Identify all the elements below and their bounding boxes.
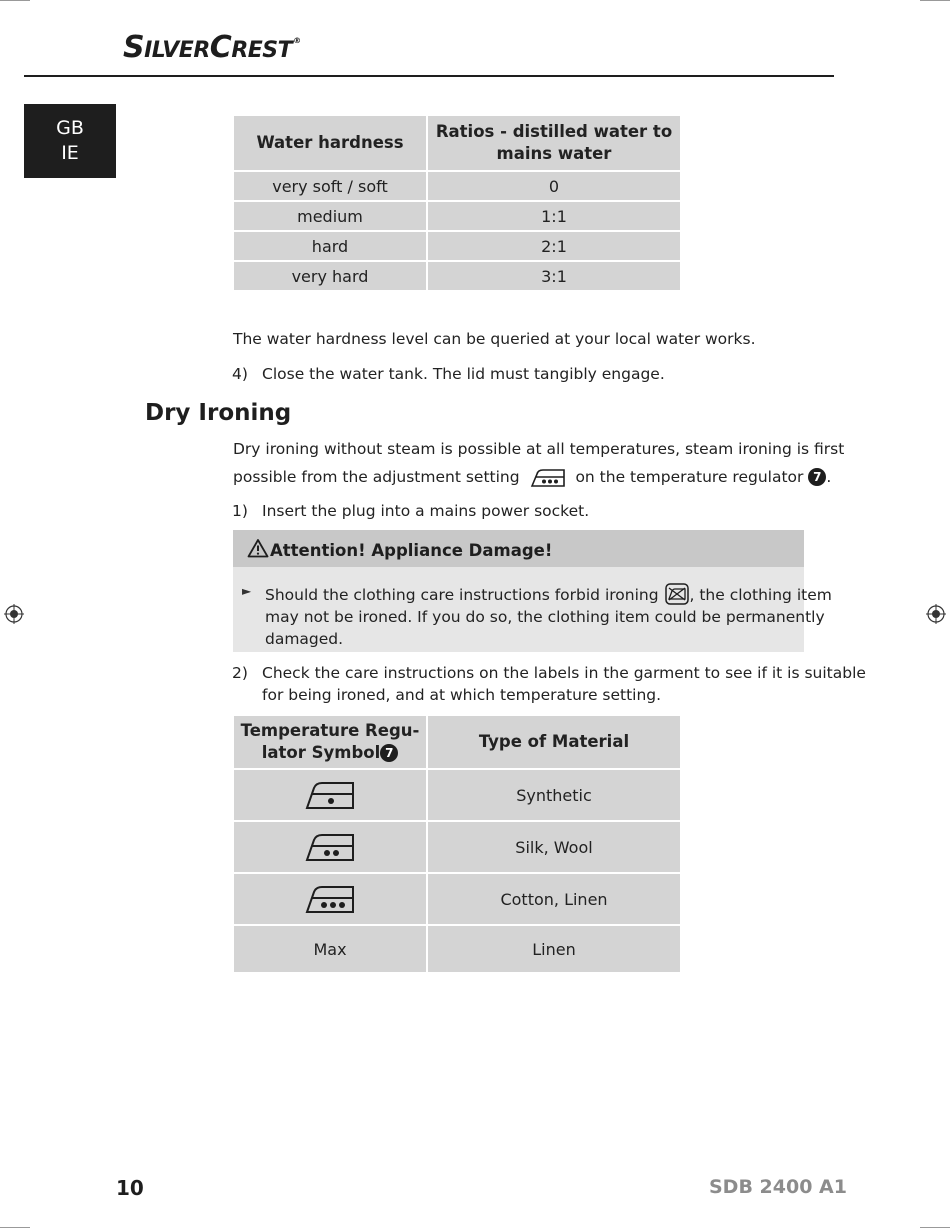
table-header: Ratios - distilled water to mains water [427,115,681,171]
step-item: 4) Close the water tank. The lid must tangibly engage. [232,365,665,383]
table-cell: Synthetic [427,769,681,821]
iron-three-dots-icon [529,466,567,488]
temperature-table [232,714,682,974]
crop-mark [920,1227,950,1228]
water-hardness-table [232,114,682,292]
brand-logo: SILVERCREST® [123,30,301,65]
crop-mark [0,1227,30,1228]
warning-title: Attention! Appliance Damage! [270,541,553,560]
page-number: 10 [116,1176,144,1200]
table-cell: Linen [427,925,681,973]
warning-text: Should the clothing care instructions forbid ironing , the clothing item may not be ironed. If you do so, the clothing item could be permanently damaged. [265,583,832,650]
iron-two-dots-icon [304,826,356,864]
body-text: possible from the adjustment setting on the temperature regulator 7 . [233,468,832,486]
table-cell: medium [233,201,427,231]
table-cell [233,873,427,925]
crop-mark [0,0,30,1]
table-cell: Silk, Wool [427,821,681,873]
crop-mark [920,0,950,1]
body-text: Dry ironing without steam is possible at all temperatures, steam ironing is first [233,440,845,458]
table-header: Water hardness [233,115,427,171]
table-header: Type of Material [427,715,681,769]
header-rule [24,75,834,77]
table-cell: very hard [233,261,427,291]
table-cell: 0 [427,171,681,201]
table-cell: very soft / soft [233,171,427,201]
table-cell: Max [233,925,427,973]
step-item: 1) Insert the plug into a mains power socket. [232,502,590,520]
step-item: 2) Check the care instructions on the labels in the garment to see if it is suitable for being ironed, and at which temperature setting. [232,664,866,704]
table-header: Temperature Regu- lator Symbol 7 [233,715,427,769]
reference-number-badge: 7 [380,744,398,762]
table-cell [233,769,427,821]
table-cell: hard [233,231,427,261]
body-text: The water hardness level can be queried at your local water works. [233,330,756,348]
warning-triangle-icon [247,538,269,558]
registration-mark-icon [4,604,24,624]
table-cell [233,821,427,873]
iron-one-dot-icon [304,774,356,812]
registration-mark-icon [926,604,946,624]
table-cell: 2:1 [427,231,681,261]
language-tab: GB IE [24,104,116,178]
bullet-arrow-icon: ► [242,584,252,598]
reference-number-badge: 7 [808,468,826,486]
no-ironing-icon [665,583,689,605]
section-title: Dry Ironing [145,400,292,426]
iron-three-dots-icon [304,878,356,916]
table-cell: 3:1 [427,261,681,291]
table-cell: Cotton, Linen [427,873,681,925]
table-cell: 1:1 [427,201,681,231]
model-number: SDB 2400 A1 [709,1176,847,1198]
